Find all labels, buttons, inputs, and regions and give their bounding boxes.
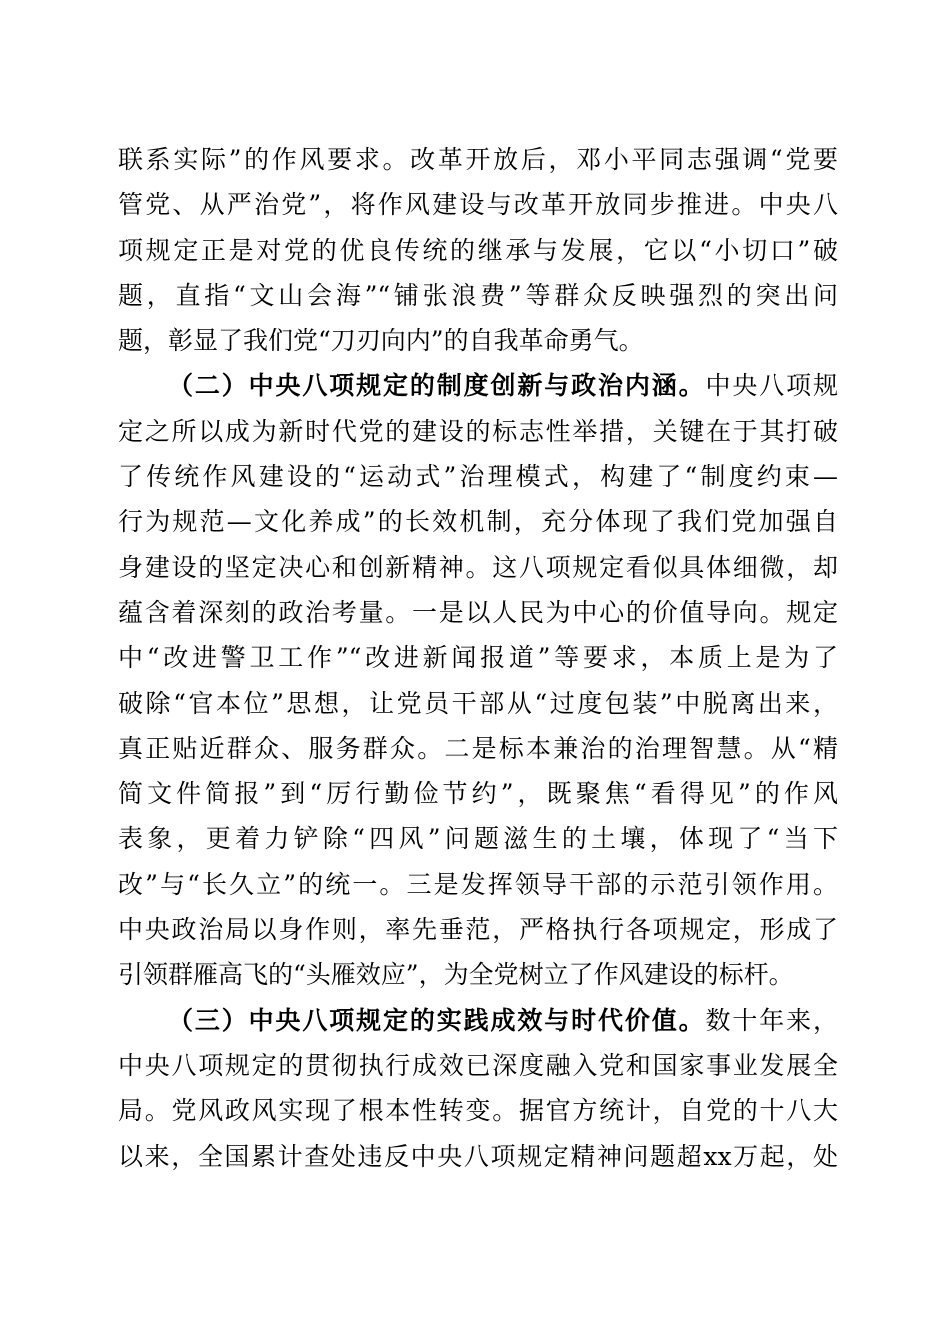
paragraph-line: 引领群雁高飞的“头雁效应”，为全党树立了作风建设的标杆。: [118, 960, 794, 990]
paragraph-text: 数十年来，: [705, 1005, 838, 1035]
paragraph-line: 了传统作风建设的“运动式”治理模式，构建了“制度约束—: [118, 462, 838, 492]
paragraph-line: 定之所以成为新时代党的建设的标志性举措，关键在于其打破: [118, 416, 838, 446]
paragraph-first-line: [118, 363, 838, 408]
document-body: [118, 137, 838, 1179]
paragraph-text: 中央八项规: [705, 371, 838, 401]
section-heading-3: （三）中央八项规定的实践成效与时代价值。: [168, 1005, 706, 1035]
paragraph-line: 题，直指“文山会海”“铺张浪费”等群众反映强烈的突出问: [118, 280, 838, 310]
paragraph-first-line: [118, 998, 838, 1043]
paragraph-line: 表象，更着力铲除“四风”问题滋生的土壤，体现了“当下: [118, 824, 838, 854]
paragraph-line: 中央八项规定的贯彻执行成效已深度融入党和国家事业发展全: [118, 1050, 838, 1080]
paragraph-line: 中央政治局以身作则，率先垂范，严格执行各项规定，形成了: [118, 915, 838, 945]
paragraph-line: 简文件简报”到“厉行勤俭节约”，既聚焦“看得见”的作风: [118, 779, 838, 809]
paragraph-line: 行为规范—文化养成”的长效机制，充分体现了我们党加强自: [118, 507, 838, 537]
paragraph-line: 蕴含着深刻的政治考量。一是以人民为中心的价值导向。规定: [118, 597, 838, 627]
paragraph-line: 题，彰显了我们党“刀刃向内”的自我革命勇气。: [118, 326, 644, 356]
paragraph-line: 项规定正是对党的优良传统的继承与发展，它以“小切口”破: [118, 235, 838, 265]
paragraph-line: 真正贴近群众、服务群众。二是标本兼治的治理智慧。从“精: [118, 733, 838, 763]
paragraph-line: 管党、从严治党”，将作风建设与改革开放同步推进。中央八: [118, 190, 838, 220]
paragraph-line: 联系实际”的作风要求。改革开放后，邓小平同志强调“党要: [118, 145, 838, 174]
paragraph-line: 改”与“长久立”的统一。三是发挥领导干部的示范引领作用。: [118, 869, 838, 899]
paragraph-line: 身建设的坚定决心和创新精神。这八项规定看似具体细微，却: [118, 552, 838, 582]
paragraph-line: 局。党风政风实现了根本性转变。据官方统计，自党的十八大: [118, 1096, 838, 1126]
section-heading-2: （二）中央八项规定的制度创新与政治内涵。: [168, 371, 706, 401]
paragraph-line: 破除“官本位”思想，让党员干部从“过度包装”中脱离出来，: [118, 688, 838, 718]
paragraph-line: 以来，全国累计查处违反中央八项规定精神问题超xx万起，处: [118, 1141, 838, 1171]
paragraph-line: 中“改进警卫工作”“改进新闻报道”等要求，本质上是为了: [118, 643, 838, 673]
